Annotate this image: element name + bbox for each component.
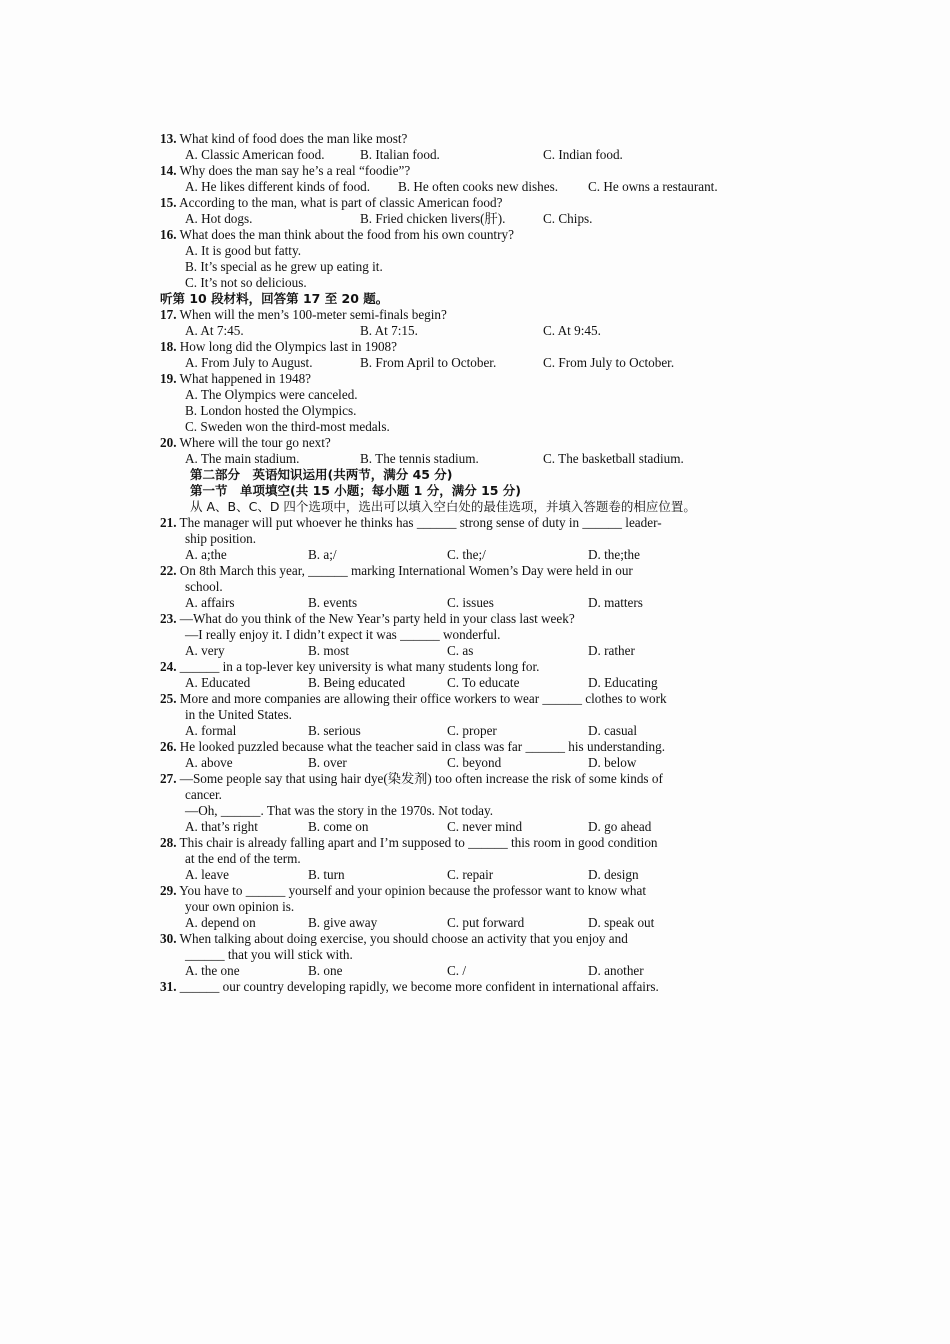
option: B. Italian food.	[360, 147, 440, 162]
question-14-options	[160, 179, 745, 195]
option: C. put forward	[447, 915, 525, 930]
question-17: 17. When will the men’s 100-meter semi-finals begin?	[160, 307, 447, 322]
question-25-continuation: in the United States.	[185, 707, 292, 722]
option: D. matters	[588, 595, 643, 610]
option: B. From April to October.	[360, 355, 497, 370]
option: A. the one	[185, 963, 240, 978]
option: D. speak out	[588, 915, 655, 930]
question-28: 28. This chair is already falling apart and I’m supposed to ______ this room in good condition	[160, 835, 658, 850]
question-28-continuation: at the end of the term.	[185, 851, 301, 866]
option: C. It’s not so delicious.	[185, 275, 307, 290]
question-25-options	[160, 723, 745, 739]
option: A. He likes different kinds of food.	[185, 179, 371, 194]
option: A. From July to August.	[185, 355, 313, 370]
question-13: 13. What kind of food does the man like most?	[160, 131, 408, 146]
question-27-continuation: cancer.	[185, 787, 222, 802]
question-22: 22. On 8th March this year, ______ marking International Women’s Day were held in our	[160, 563, 633, 578]
part2-title: 第二部分 英语知识运用(共两节，满分 45 分)	[190, 467, 453, 482]
option: A. very	[185, 643, 225, 658]
option: A. Classic American food.	[185, 147, 325, 162]
option: B. London hosted the Olympics.	[185, 403, 357, 418]
option: D. design	[588, 867, 639, 882]
question-27-reply: —Oh, ______. That was the story in the 1970s. Not today.	[185, 803, 494, 818]
option: B. one	[308, 963, 343, 978]
option: D. Educating	[588, 675, 658, 690]
question-27: 27. —Some people say that using hair dye(染发剂) too often increase the risk of some kinds of	[160, 771, 663, 786]
option: B. give away	[308, 915, 378, 930]
option: A. affairs	[185, 595, 235, 610]
question-21: 21. The manager will put whoever he thinks has ______ strong sense of duty in ______ leader-	[160, 515, 662, 530]
option: C. Sweden won the third-most medals.	[185, 419, 390, 434]
option: A. that’s right	[185, 819, 258, 834]
option: B. He often cooks new dishes.	[398, 179, 559, 194]
option: B. turn	[308, 867, 345, 882]
option: C. proper	[447, 723, 497, 738]
option: A. The main stadium.	[185, 451, 300, 466]
question-18: 18. How long did the Olympics last in 1908?	[160, 339, 397, 354]
question-22-options	[160, 595, 745, 611]
question-28-options	[160, 867, 745, 883]
option: B. come on	[308, 819, 369, 834]
option: A. above	[185, 755, 233, 770]
option: B. Fried chicken livers(肝).	[360, 211, 506, 226]
option: D. the;the	[588, 547, 641, 562]
question-20-options	[160, 451, 745, 467]
option: C. He owns a restaurant.	[588, 179, 718, 194]
section1-instruction: 从 A、B、C、D 四个选项中，选出可以填入空白处的最佳选项，并填入答题卷的相应位置。	[190, 499, 696, 514]
section1-title: 第一节 单项填空(共 15 小题；每小题 1 分，满分 15 分)	[190, 483, 522, 498]
option: A. At 7:45.	[185, 323, 244, 338]
listening-instruction: 听第 10 段材料，回答第 17 至 20 题。	[160, 291, 389, 306]
option: C. To educate	[447, 675, 520, 690]
option: D. casual	[588, 723, 638, 738]
question-29-options	[160, 915, 745, 931]
question-16: 16. What does the man think about the food from his own country?	[160, 227, 514, 242]
exam-content	[160, 131, 745, 995]
option: A. It is good but fatty.	[185, 243, 301, 258]
question-23-reply: —I really enjoy it. I didn’t expect it was ______ wonderful.	[185, 627, 501, 642]
option: C. repair	[447, 867, 494, 882]
question-29-continuation: your own opinion is.	[185, 899, 295, 914]
question-31: 31. ______ our country developing rapidly, we become more confident in international affairs.	[160, 979, 659, 994]
question-22-continuation: school.	[185, 579, 223, 594]
option: A. depend on	[185, 915, 256, 930]
option: C. as	[447, 643, 474, 658]
question-26: 26. He looked puzzled because what the teacher said in class was far ______ his understanding.	[160, 739, 665, 754]
option: A. leave	[185, 867, 229, 882]
option: C. the;/	[447, 547, 486, 562]
option: C. issues	[447, 595, 494, 610]
question-30: 30. When talking about doing exercise, you should choose an activity that you enjoy and	[160, 931, 628, 946]
option: D. rather	[588, 643, 635, 658]
option: B. The tennis stadium.	[360, 451, 479, 466]
question-21-options	[160, 547, 745, 563]
question-23: 23. —What do you think of the New Year’s party held in your class last week?	[160, 611, 575, 626]
option: A. The Olympics were canceled.	[185, 387, 358, 402]
option: A. Hot dogs.	[185, 211, 253, 226]
option: A. Educated	[185, 675, 251, 690]
option: C. From July to October.	[543, 355, 675, 370]
question-21-continuation: ship position.	[185, 531, 257, 546]
question-24: 24. ______ in a top-lever key university is what many students long for.	[160, 659, 540, 674]
option: C. Indian food.	[543, 147, 623, 162]
question-30-options	[160, 963, 745, 979]
option: B. Being educated	[308, 675, 406, 690]
question-15: 15. According to the man, what is part of classic American food?	[160, 195, 503, 210]
option: C. Chips.	[543, 211, 593, 226]
question-14: 14. Why does the man say he’s a real “foodie”?	[160, 163, 411, 178]
question-18-options	[160, 355, 745, 371]
option: A. a;the	[185, 547, 227, 562]
option: D. below	[588, 755, 637, 770]
question-20: 20. Where will the tour go next?	[160, 435, 331, 450]
question-13-options	[160, 147, 745, 163]
question-29: 29. You have to ______ yourself and your opinion because the professor want to know what	[160, 883, 647, 898]
question-30-continuation: ______ that you will stick with.	[185, 947, 353, 962]
question-27-options	[160, 819, 745, 835]
question-15-options	[160, 211, 745, 227]
option: B. a;/	[308, 547, 337, 562]
option: C. never mind	[447, 819, 523, 834]
option: B. It’s special as he grew up eating it.	[185, 259, 383, 274]
option: B. At 7:15.	[360, 323, 418, 338]
option: B. over	[308, 755, 347, 770]
question-26-options	[160, 755, 745, 771]
option: B. most	[308, 643, 350, 658]
option: C. beyond	[447, 755, 502, 770]
question-19: 19. What happened in 1948?	[160, 371, 312, 386]
option: D. another	[588, 963, 644, 978]
option: C. The basketball stadium.	[543, 451, 684, 466]
option: C. At 9:45.	[543, 323, 601, 338]
option: D. go ahead	[588, 819, 652, 834]
option: B. serious	[308, 723, 361, 738]
question-17-options	[160, 323, 745, 339]
option: B. events	[308, 595, 358, 610]
question-23-options	[160, 643, 745, 659]
option: C. /	[447, 963, 467, 978]
option: A. formal	[185, 723, 237, 738]
question-24-options	[160, 675, 745, 691]
question-25: 25. More and more companies are allowing their office workers to wear ______ clothes to work	[160, 691, 667, 706]
